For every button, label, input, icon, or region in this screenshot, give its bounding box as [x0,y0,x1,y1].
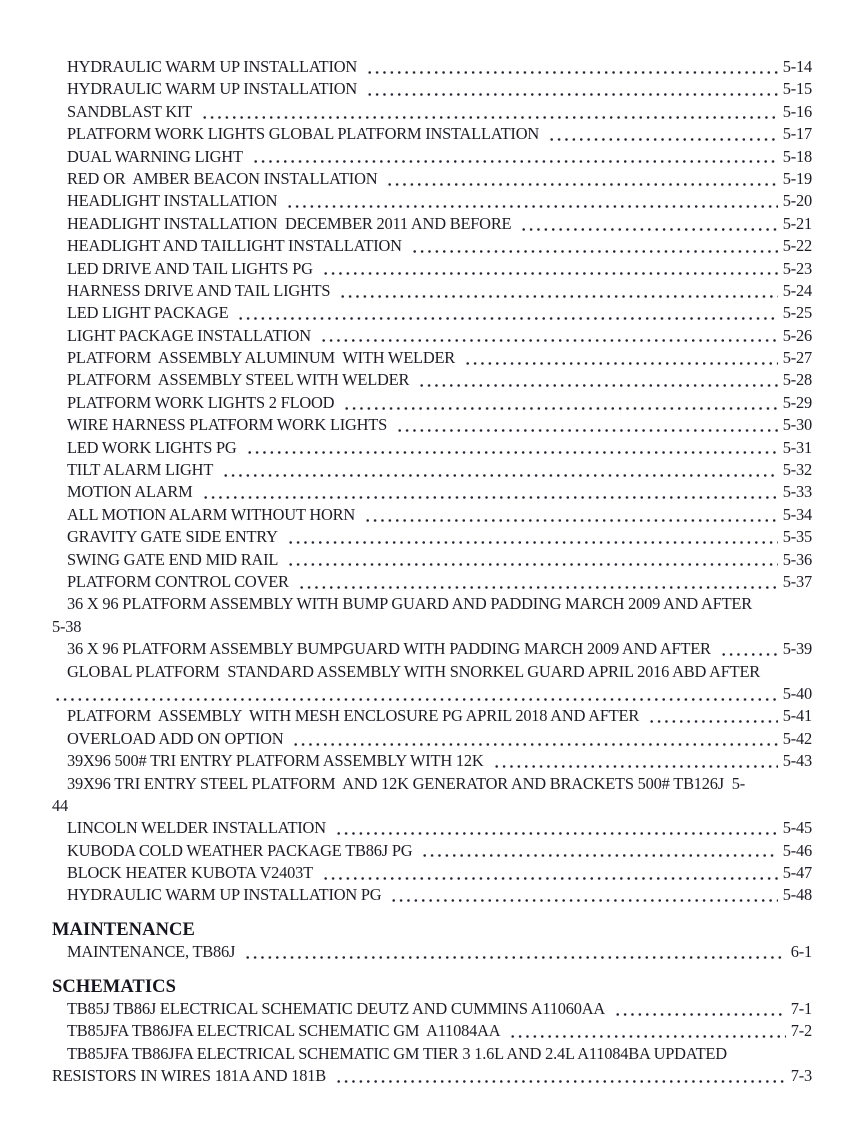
page-number: 5-46 [782,840,812,860]
toc-line [52,862,812,884]
page-number: 5-24 [782,280,812,300]
toc-line [52,1020,812,1042]
page-number: 5-25 [782,303,812,323]
toc-line [52,504,812,526]
page-number: 5-40 [782,683,812,703]
page-number: 5-18 [782,146,812,166]
page-number: 5-26 [782,325,812,345]
page-number: 5-22 [782,236,812,256]
page-number: 5-16 [782,101,812,121]
dot-leader [520,213,777,235]
toc-entry [52,280,812,302]
page-number: 7-2 [790,1021,812,1041]
toc-entry-title: MOTION ALARM [67,482,193,502]
page-number: 5-42 [782,728,812,748]
toc-entry-title: OVERLOAD ADD ON OPTION [67,728,284,748]
toc-entry-title: 36 X 96 PLATFORM ASSEMBLY BUMPGUARD WITH PADDING MARCH 2009 AND AFTER [67,639,711,659]
toc-entry [52,998,812,1020]
dot-leader [366,56,778,78]
toc-entry [52,213,812,235]
toc-entry [52,840,812,862]
toc-line [52,941,812,963]
page-number: 5-33 [782,482,812,502]
toc-line [52,437,812,459]
dot-leader [335,817,778,839]
toc-entry-title: RESISTORS IN WIRES 181A AND 181B [52,1066,326,1086]
toc-entry-title: LED LIGHT PACKAGE [67,303,229,323]
page-number: 5-39 [782,639,812,659]
dot-leader [386,168,777,190]
page-number: 5-36 [782,549,812,569]
toc-entry [52,773,812,818]
page-number: 5-48 [782,885,812,905]
toc-entry-title: TB85JFA TB86JFA ELECTRICAL SCHEMATIC GM TIER 3 1.6L AND 2.4L A11084BA UPDATED [67,1043,727,1063]
toc-entry-title: RED OR AMBER BEACON INSTALLATION [67,168,378,188]
toc-line [52,190,812,212]
section-heading: SCHEMATICS [52,976,177,997]
toc-entry [52,705,812,727]
page-number: 7-3 [790,1066,812,1086]
toc-line [52,817,812,839]
toc-entry [52,347,812,369]
toc-entry-title: GRAVITY GATE SIDE ENTRY [67,527,278,547]
page-number: 5-47 [782,863,812,883]
toc-entry [52,862,812,884]
toc-entry-title: SANDBLAST KIT [67,101,193,121]
dot-leader [720,638,778,660]
dot-leader [335,1065,786,1087]
toc-line [52,146,812,168]
page-number: 5-29 [782,392,812,412]
page-number: 6-1 [790,942,812,962]
toc-entry-title: LED WORK LIGHTS PG [67,437,237,457]
toc-entry [52,190,812,212]
toc-entry-title: WIRE HARNESS PLATFORM WORK LIGHTS [67,415,388,435]
page-number: 5-30 [782,415,812,435]
toc-entry [52,101,812,123]
page-number: 5-37 [782,571,812,591]
toc-entry [52,661,812,706]
dot-leader [493,750,778,772]
toc-line [52,369,812,391]
page-number: 5-27 [782,348,812,368]
dot-leader [364,504,778,526]
dot-leader [246,437,778,459]
table-of-contents [52,56,812,1088]
toc-line [52,123,812,145]
toc-line [52,481,812,503]
dot-leader [396,414,778,436]
page-number: 5-17 [782,124,812,144]
toc-entry-title: DUAL WARNING LIGHT [67,146,243,166]
toc-entry-title: ALL MOTION ALARM WITHOUT HORN [67,504,355,524]
toc-entry [52,941,812,963]
dot-leader [287,549,778,571]
dot-leader [286,190,778,212]
dot-leader [464,347,778,369]
toc-entry [52,258,812,280]
page-number: 5-21 [782,213,812,233]
toc-entry-title: PLATFORM ASSEMBLY ALUMINUM WITH WELDER [67,348,456,368]
dot-leader [320,325,778,347]
toc-entry-title: HEADLIGHT INSTALLATION [67,191,278,211]
toc-entry [52,638,812,660]
toc-entry [52,369,812,391]
toc-entry [52,392,812,414]
toc-entry [52,571,812,593]
dot-leader [292,728,777,750]
toc-line [52,414,812,436]
toc-line [52,593,812,615]
toc-entry [52,302,812,324]
toc-entry-title: KUBODA COLD WEATHER PACKAGE TB86J PG [67,840,413,860]
toc-entry-title: 39X96 TRI ENTRY STEEL PLATFORM AND 12K GENERATOR AND BRACKETS 500# TB126J 5- [67,773,746,793]
toc-line [52,571,812,593]
dot-leader [202,481,778,503]
toc-entry-title: BLOCK HEATER KUBOTA V2403T [67,863,313,883]
toc-line [52,168,812,190]
toc-line [52,101,812,123]
toc-entry-title: HYDRAULIC WARM UP INSTALLATION [67,79,357,99]
toc-entry-title: PLATFORM ASSEMBLY STEEL WITH WELDER [67,370,410,390]
page-number: 5-20 [782,191,812,211]
page-number: 5-31 [782,437,812,457]
toc-line [52,661,812,683]
dot-leader [366,78,778,100]
toc-line [52,773,812,795]
toc-entry [52,146,812,168]
toc-line [52,638,812,660]
toc-entry [52,235,812,257]
toc-line [52,998,812,1020]
toc-entry-title: PLATFORM CONTROL COVER [67,571,289,591]
dot-leader [418,369,778,391]
toc-line [52,213,812,235]
toc-entry-title: PLATFORM ASSEMBLY WITH MESH ENCLOSURE PG APRIL 2018 AND AFTER [67,706,640,726]
toc-line [52,549,812,571]
toc-line [52,280,812,302]
toc-entry-title: LINCOLN WELDER INSTALLATION [67,818,326,838]
toc-entry [52,526,812,548]
toc-line [52,258,812,280]
toc-entry-title: GLOBAL PLATFORM STANDARD ASSEMBLY WITH SNORKEL GUARD APRIL 2016 ABD AFTER [67,661,761,681]
toc-entry [52,549,812,571]
toc-entry-title: LED DRIVE AND TAIL LIGHTS PG [67,258,313,278]
toc-entry [52,437,812,459]
toc-line [52,302,812,324]
page-number: 5-19 [782,168,812,188]
page-number: 5-45 [782,818,812,838]
page-number: 5-14 [782,57,812,76]
dot-leader [237,302,777,324]
page-number: 5-43 [782,751,812,771]
dot-leader [298,571,778,593]
toc-line [52,347,812,369]
toc-entry-title: MAINTENANCE, TB86J [67,942,236,962]
toc-entry-title: HYDRAULIC WARM UP INSTALLATION PG [67,885,382,905]
toc-entry-title: PLATFORM WORK LIGHTS 2 FLOOD [67,392,335,412]
page-number: 5-35 [782,527,812,547]
toc-entry [52,504,812,526]
toc-entry [52,325,812,347]
toc-entry-title: HEADLIGHT INSTALLATION DECEMBER 2011 AND BEFORE [67,213,512,233]
dot-leader [548,123,778,145]
dot-leader [287,526,778,548]
dot-leader [322,862,778,884]
dot-leader [222,459,778,481]
toc-entry [52,884,812,906]
toc-line [52,392,812,414]
page-number: 5-15 [782,79,812,99]
toc-entry [52,168,812,190]
toc-line [52,683,812,705]
toc-entry [52,56,812,78]
dot-leader [390,884,777,906]
toc-line [52,1043,812,1065]
dot-leader [614,998,786,1020]
dot-leader [411,235,778,257]
toc-entry [52,728,812,750]
dot-leader [252,146,778,168]
page-number: 5-23 [782,258,812,278]
toc-line [52,750,812,772]
section-heading: MAINTENANCE [52,919,195,940]
toc-entry-title: 36 X 96 PLATFORM ASSEMBLY WITH BUMP GUARD AND PADDING MARCH 2009 AND AFTER [67,594,752,614]
toc-entry [52,123,812,145]
toc-line [52,56,812,78]
toc-entry-title: HYDRAULIC WARM UP INSTALLATION [67,57,357,76]
toc-entry [52,459,812,481]
dot-leader [54,683,778,705]
page-number: 5-41 [782,706,812,726]
toc-entry [52,1043,812,1088]
toc-line [52,705,812,727]
page-number: 5-28 [782,370,812,390]
toc-line [52,78,812,100]
toc-entry [52,593,812,638]
toc-entry-title: LIGHT PACKAGE INSTALLATION [67,325,311,345]
dot-leader [421,840,777,862]
page-number: 7-1 [790,999,812,1019]
toc-entry-title: HEADLIGHT AND TAILLIGHT INSTALLATION [67,236,402,256]
toc-line [52,459,812,481]
dot-leader [201,101,778,123]
toc-line [52,884,812,906]
toc-entry-title: 39X96 500# TRI ENTRY PLATFORM ASSEMBLY WITH 12K [67,751,484,771]
toc-line [52,728,812,750]
dot-leader [509,1020,785,1042]
toc-line [52,325,812,347]
toc-line [52,1065,812,1087]
toc-entry-title: SWING GATE END MID RAIL [67,549,279,569]
dot-leader [339,280,777,302]
page-number: 5-34 [782,504,812,524]
toc-entry [52,78,812,100]
toc-entry-title: HARNESS DRIVE AND TAIL LIGHTS [67,280,331,300]
toc-entry [52,750,812,772]
toc-entry [52,817,812,839]
page-number: 5-32 [782,460,812,480]
toc-entry-title: TILT ALARM LIGHT [67,460,214,480]
toc-line [52,795,812,817]
dot-leader [648,705,778,727]
toc-entry-title: 44 [52,795,68,815]
toc-entry [52,481,812,503]
dot-leader [322,258,778,280]
toc-entry-title: TB85J TB86J ELECTRICAL SCHEMATIC DEUTZ AND CUMMINS A11060AA [67,999,606,1019]
toc-line [52,235,812,257]
toc-entry [52,414,812,436]
toc-entry-title: TB85JFA TB86JFA ELECTRICAL SCHEMATIC GM A11084AA [67,1021,501,1041]
dot-leader [244,941,786,963]
dot-leader [343,392,777,414]
toc-entry-title: PLATFORM WORK LIGHTS GLOBAL PLATFORM INSTALLATION [67,124,539,144]
toc-entry [52,1020,812,1042]
toc-line [52,616,812,638]
toc-entry-title: 5-38 [52,616,82,636]
toc-line [52,526,812,548]
toc-line [52,840,812,862]
